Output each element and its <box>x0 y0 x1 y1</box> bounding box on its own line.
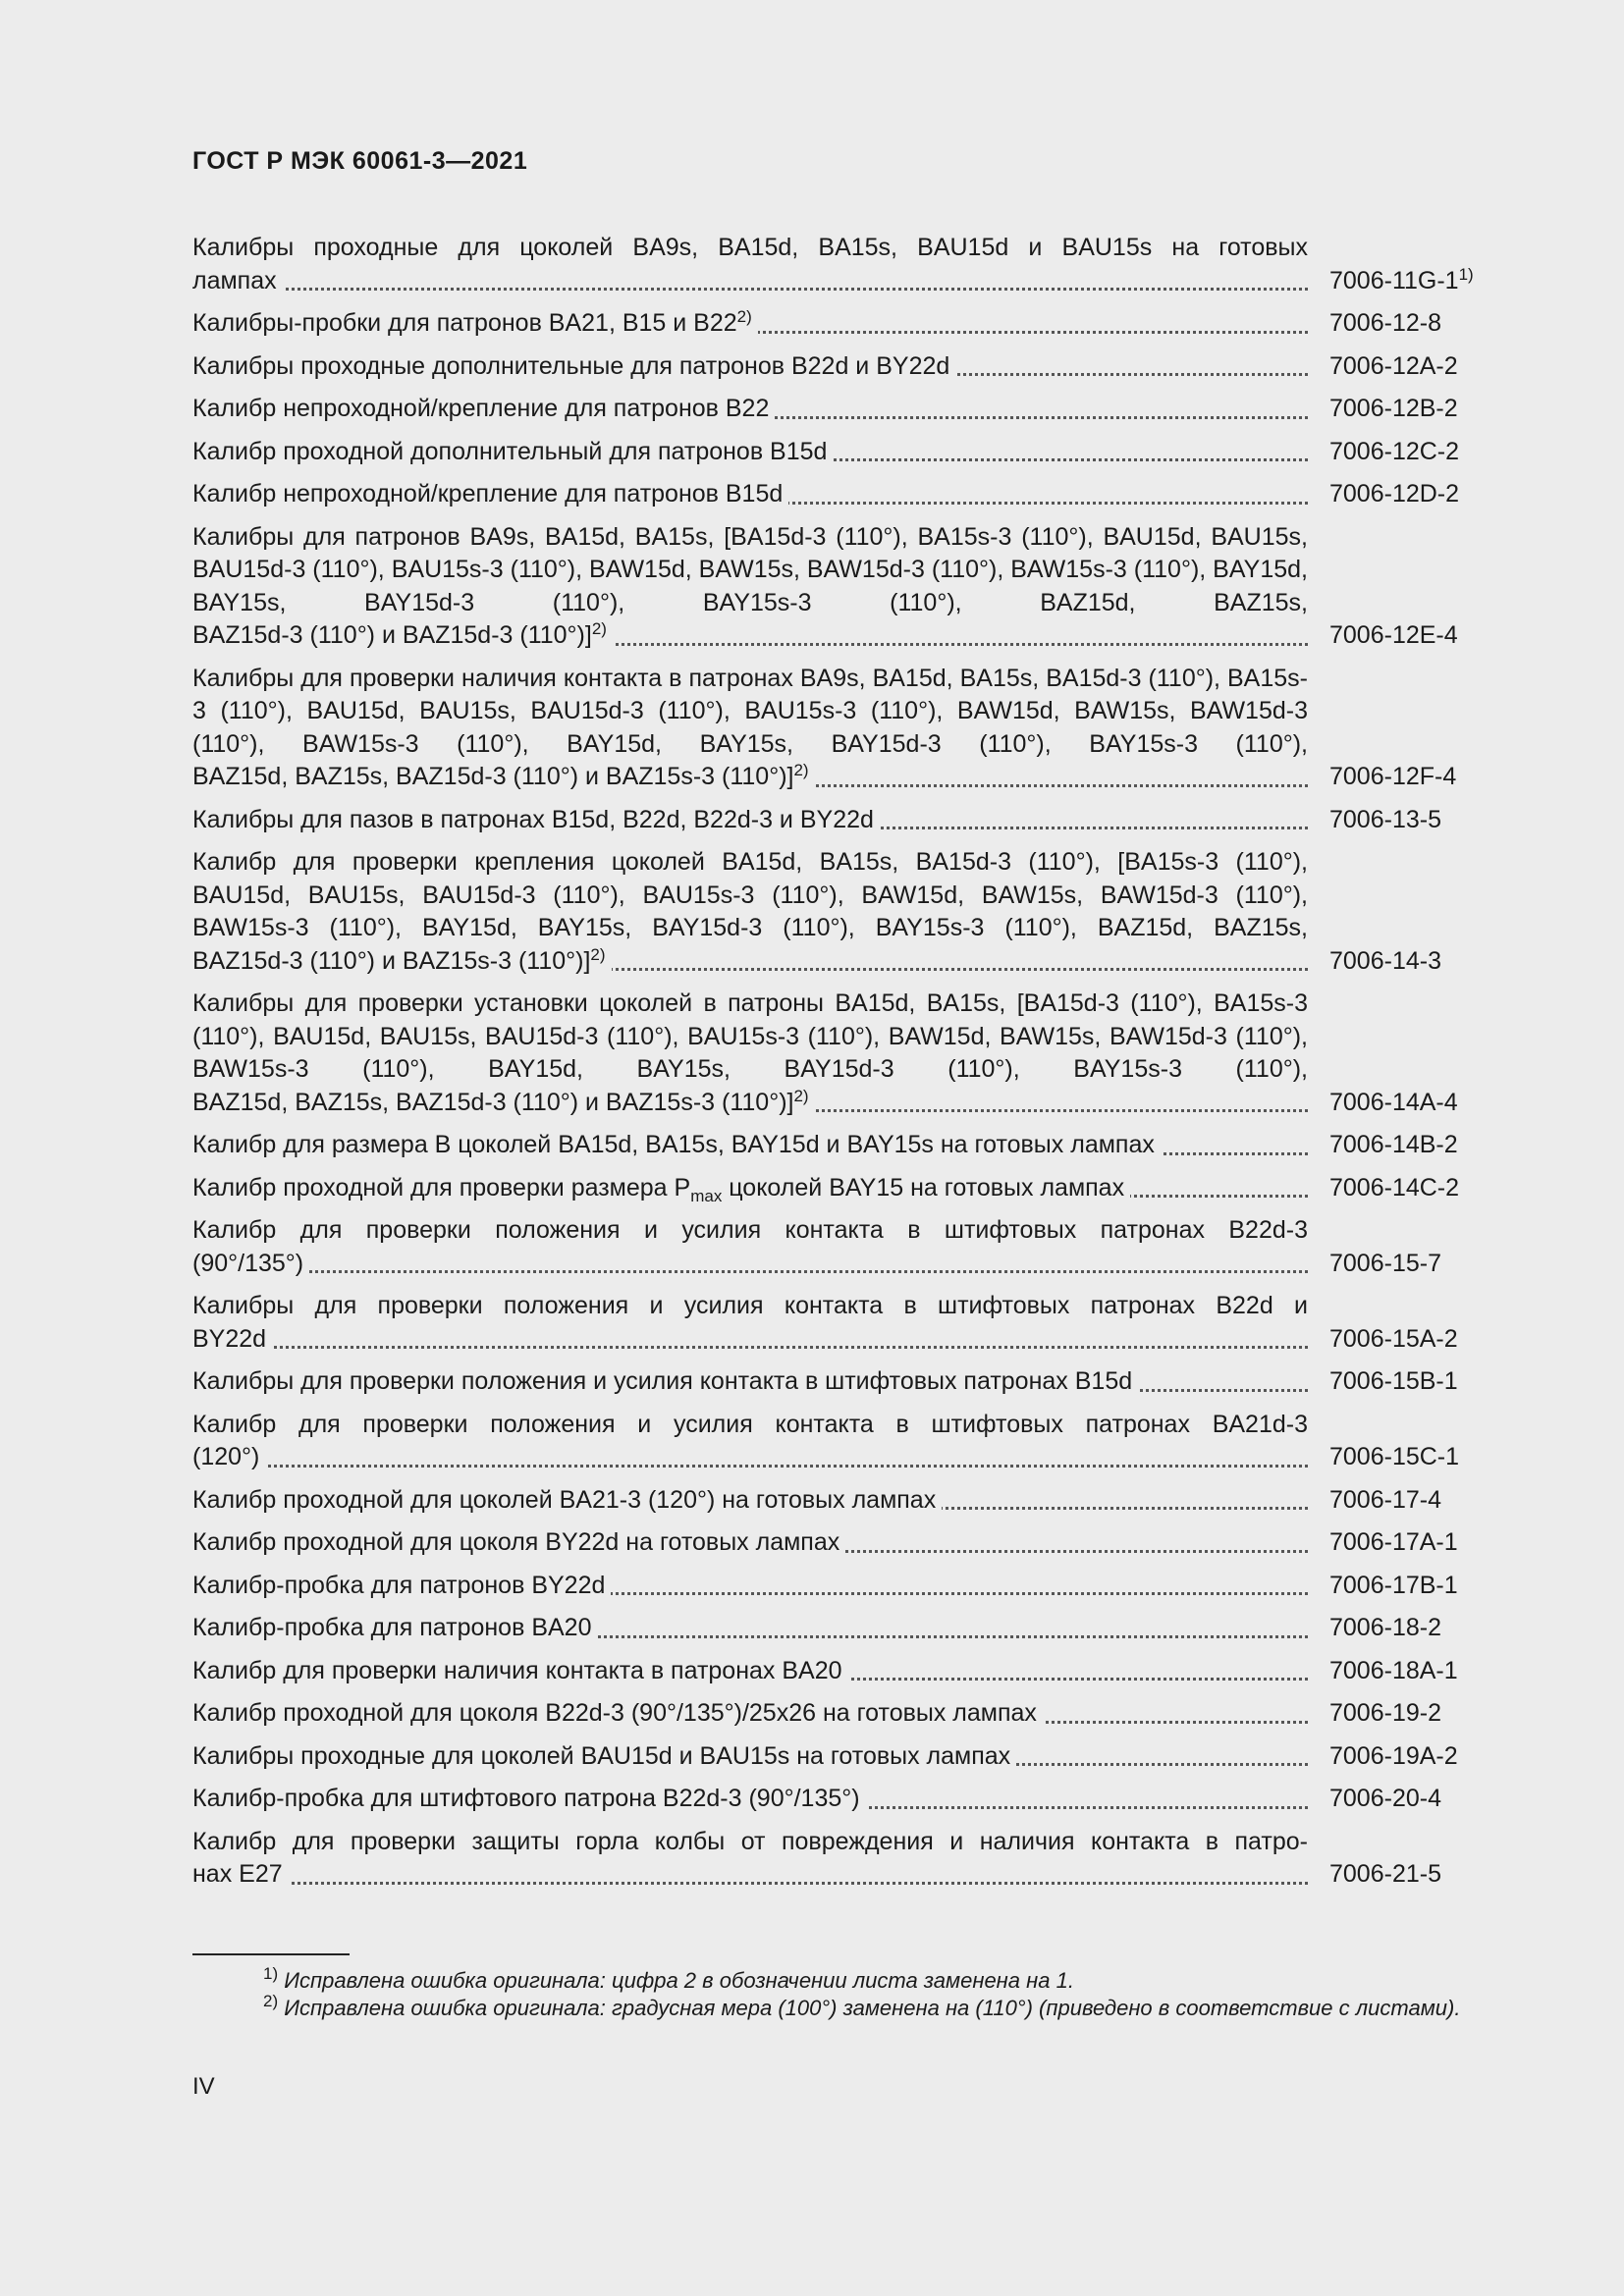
sheet-number-text: 7006-20-4 <box>1329 1785 1441 1812</box>
toc-entry-leader-line <box>192 1172 1308 1205</box>
toc-entry-title <box>192 1129 1308 1162</box>
toc-entry-text: Калибр-пробка для патронов BY22d <box>192 1571 606 1599</box>
toc-entry <box>192 1172 1508 1205</box>
dot-leader <box>192 1346 1308 1349</box>
toc-entry-text: BAZ15d, BAZ15s, BAZ15d-3 (110°) и BAZ15s-3 (110°)] <box>192 1088 794 1116</box>
sheet-number <box>1329 1365 1458 1399</box>
toc-entry-title <box>192 804 1308 837</box>
toc-entry-title <box>192 1172 1308 1205</box>
sheet-number <box>1329 1526 1458 1560</box>
toc-entry-title <box>192 1612 1308 1645</box>
toc-entry-lead-text: Калибры для проверки установки цоколей в патроны BA15d, BA15s, [BA15d-3 (110°), BA15s-3 (110°), BAU15d, BAU15s, BAU15d-3 (110°), BAU15s-3 (110°), BAW15d, BAW15s, BAW15d-3 (110°), BAW15s-3 (110°), BAY15d, BAY15s, BAY15d-3 (110°), BAY15s-3 (110°), <box>192 989 1308 1083</box>
sheet-number <box>1329 265 1474 298</box>
sheet-number <box>1329 1172 1459 1205</box>
toc-entry-title <box>192 1409 1308 1474</box>
toc-entry-leader-line <box>192 307 1308 341</box>
sheet-number-text: 7006-14-3 <box>1329 946 1441 975</box>
footnote-mark: 1) <box>263 1964 279 1983</box>
sheet-number-text: 7006-17-4 <box>1329 1485 1441 1514</box>
toc-entry-title <box>192 988 1308 1119</box>
footnote-mark: 1) <box>1458 264 1474 284</box>
toc-entry <box>192 1214 1508 1280</box>
toc-entry-text: Калибр непроходной/крепление для патронов B22 <box>192 395 770 422</box>
toc-entry-lead-text: Калибры для патронов BA9s, BA15d, BA15s, [BA15d-3 (110°), BA15s-3 (110°), BAU15d, BAU15s, BAU15d-3 (110°), BAU15s-3 (110°), BAW15d, BAW15s, BAW15d-3 (110°), BAW15s-3 (110°), BAY15d, BAY15s, BAY15d-3 (110°), BAY15s-3 (110°), BAZ15d, BAZ15s, <box>192 522 1308 616</box>
toc-entry <box>192 1484 1508 1518</box>
toc-entry-title <box>192 1697 1308 1731</box>
toc-entry-last-line <box>192 1173 1130 1204</box>
toc-entry-leader-line <box>192 1655 1308 1688</box>
toc-entry-leader-line <box>192 1365 1308 1399</box>
toc-entry <box>192 307 1508 341</box>
toc-entry <box>192 1365 1508 1399</box>
sheet-number <box>1329 619 1458 653</box>
toc-entry-title <box>192 350 1308 384</box>
toc-entry-leader-line <box>192 478 1308 511</box>
toc-entry-text: Калибр-пробка для штифтового патрона B22d-3 (90°/135°) <box>192 1785 860 1812</box>
dot-leader <box>192 1270 1308 1273</box>
toc-entry-text: (90°/135°) <box>192 1249 304 1277</box>
sheet-number-text: 7006-12C-2 <box>1329 437 1460 465</box>
sheet-number-text: 7006-12B-2 <box>1329 395 1458 422</box>
sheet-number <box>1329 478 1459 511</box>
toc-entry-leader-line <box>192 1858 1308 1892</box>
toc-entry-leader-line <box>192 1441 1308 1474</box>
sheet-number-text: 7006-12F-4 <box>1329 763 1457 790</box>
toc-entry <box>192 1740 1508 1774</box>
toc-entry <box>192 1570 1508 1603</box>
toc-entry <box>192 988 1508 1119</box>
toc-entry-title <box>192 663 1308 794</box>
toc-entry-leader-line <box>192 1087 1308 1120</box>
toc-entry-leader-line <box>192 1129 1308 1162</box>
sheet-number-text: 7006-15C-1 <box>1329 1443 1460 1470</box>
dot-leader <box>192 1465 1308 1468</box>
toc-entry-text: Калибры для проверки положения и усилия контакта в штифтовых патронах B15d <box>192 1367 1133 1395</box>
footnote-mark: 2) <box>590 944 606 964</box>
toc-entry-text: Калибр-пробка для патронов BA20 <box>192 1614 592 1641</box>
toc-entry <box>192 1655 1508 1688</box>
sheet-number <box>1329 1612 1441 1645</box>
sheet-number-text: 7006-15A-2 <box>1329 1324 1458 1353</box>
toc-entry-last-line <box>192 763 815 790</box>
toc-entry-last-line <box>192 1325 272 1353</box>
toc-entry-lead-text: Калибр для проверки крепления цоколей BA15d, BA15s, BA15d-3 (110°), [BA15s-3 (110°), BAU15d, BAU15s, BAU15d-3 (110°), BAU15s-3 (110°), BAW15d, BAW15s, BAW15d-3 (110°), BAW15s-3 (110°), BAY15d, BAY15s, BAY15d-3 (110°), BAY15s-3 (110°), BAZ15d, BAZ15s, <box>192 848 1308 941</box>
toc-entry-title <box>192 232 1308 297</box>
toc-entry-text: нах E27 <box>192 1860 283 1888</box>
footnote <box>192 1992 1513 2022</box>
toc-entry-text: Калибр проходной для цоколя B22d-3 (90°/135°)/25x26 на готовых лампах <box>192 1699 1037 1727</box>
toc-entry-last-line <box>192 1443 265 1470</box>
toc-entry <box>192 846 1508 978</box>
toc-entry-text: Калибры проходные дополнительные для патронов B22d и BY22d <box>192 351 950 380</box>
toc-entry-title <box>192 307 1308 341</box>
sheet-number <box>1329 350 1458 384</box>
toc-entry-last-line <box>192 1131 1161 1158</box>
sheet-number-text: 7006-17B-1 <box>1329 1571 1458 1599</box>
sheet-number-text: 7006-15B-1 <box>1329 1367 1458 1395</box>
footnote-text: Исправлена ошибка оригинала: градусная мера (100°) заменена на (110°) (приведено в соответствие с листами). <box>284 1996 1461 2020</box>
toc-entry-title <box>192 1570 1308 1603</box>
toc-entry-last-line <box>192 1486 942 1514</box>
toc-entry-title <box>192 1484 1308 1518</box>
toc-entry-text: Калибры-пробки для патронов BA21, B15 и B22 <box>192 309 737 337</box>
toc-entry-leader-line <box>192 350 1308 384</box>
sheet-number-text: 7006-18A-1 <box>1329 1656 1458 1684</box>
toc-entry-leader-line <box>192 436 1308 469</box>
toc-entry-lead-text: Калибры для проверки положения и усилия контакта в штифтовых патронах B22d и <box>192 1292 1308 1319</box>
toc-entry-text: лампах <box>192 266 277 294</box>
toc-entry-title <box>192 1783 1308 1816</box>
dot-leader <box>192 288 1308 291</box>
toc-entry <box>192 521 1508 653</box>
sheet-number-text: 7006-12D-2 <box>1329 480 1460 507</box>
dot-leader <box>192 1882 1308 1885</box>
toc-entry <box>192 1826 1508 1892</box>
footnote-separator <box>192 1953 350 1955</box>
toc-entry-text: BAZ15d-3 (110°) и BAZ15s-3 (110°)] <box>192 946 591 975</box>
toc-entry-last-line <box>192 1250 309 1277</box>
sheet-number <box>1329 761 1456 794</box>
toc-entry-last-line <box>192 1657 848 1684</box>
toc-entry-text: Калибры для пазов в патронах B15d, B22d, B22d-3 и BY22d <box>192 805 874 833</box>
toc-entry-text: Калибр проходной для проверки размера P <box>192 1173 691 1201</box>
sheet-number <box>1329 1248 1441 1281</box>
toc-entry-last-line <box>192 480 788 507</box>
footnote-text: Исправлена ошибка оригинала: цифра 2 в обозначении листа заменена на 1. <box>284 1968 1074 1993</box>
toc-entry-leader-line <box>192 1697 1308 1731</box>
toc-entry <box>192 1697 1508 1731</box>
toc-entry <box>192 1409 1508 1474</box>
toc-entry-text: (120°) <box>192 1443 260 1470</box>
toc-entry-title <box>192 846 1308 978</box>
sheet-number <box>1329 1783 1441 1816</box>
sheet-number <box>1329 1697 1441 1731</box>
toc-entry-title <box>192 1290 1308 1356</box>
sheet-number-text: 7006-17A-1 <box>1329 1528 1458 1556</box>
toc-entry-text: BAZ15d, BAZ15s, BAZ15d-3 (110°) и BAZ15s-3 (110°)] <box>192 763 794 790</box>
footnote-mark: 2) <box>736 307 752 326</box>
toc-entry-last-line <box>192 267 283 294</box>
sheet-number-text: 7006-14C-2 <box>1329 1173 1460 1201</box>
sheet-number-text: 7006-12-8 <box>1329 309 1441 337</box>
sheet-number <box>1329 1655 1458 1688</box>
toc-entry-leader-line <box>192 1248 1308 1281</box>
toc-entry-leader-line <box>192 1484 1308 1518</box>
toc-entry-lead-text: Калибр для проверки положения и усилия контакта в штифтовых патронах BA21d-3 <box>192 1410 1308 1438</box>
toc-entry-last-line <box>192 1785 866 1812</box>
sheet-number <box>1329 804 1441 837</box>
toc-entry-last-line <box>192 395 775 422</box>
toc-entry-text: Калибр для проверки наличия контакта в патронах BA20 <box>192 1656 842 1684</box>
toc-entry-last-line <box>192 352 955 380</box>
toc-entry-leader-line <box>192 1323 1308 1357</box>
sheet-number-text: 7006-18-2 <box>1329 1614 1441 1641</box>
toc-entry <box>192 478 1508 511</box>
toc-entry-text: Калибр для размера B цоколей BA15d, BA15s, BAY15d и BAY15s на готовых лампах <box>192 1131 1155 1158</box>
toc-entry <box>192 1129 1508 1162</box>
toc-entry-title <box>192 1526 1308 1560</box>
toc-entry-title <box>192 436 1308 469</box>
toc-entry <box>192 436 1508 469</box>
sheet-number <box>1329 1484 1441 1518</box>
sheet-number <box>1329 945 1441 979</box>
toc-entry-last-line <box>192 1086 815 1116</box>
sheet-number <box>1329 1858 1441 1892</box>
toc-entry-leader-line <box>192 1570 1308 1603</box>
toc-entry-last-line <box>192 438 833 465</box>
toc-entry <box>192 1783 1508 1816</box>
toc-entry-lead-text: Калибры проходные для цоколей BA9s, BA15d, BA15s, BAU15d и BAU15s на готовых <box>192 234 1308 261</box>
toc-entry-title <box>192 521 1308 653</box>
footnote-mark: 2) <box>793 761 809 779</box>
sheet-number-text: 7006-19-2 <box>1329 1699 1441 1727</box>
sheet-number-text: 7006-21-5 <box>1329 1860 1441 1888</box>
toc-entry-last-line <box>192 309 758 337</box>
table-of-contents <box>192 232 1508 1901</box>
toc-entry-leader-line <box>192 393 1308 426</box>
toc-entry-text: Калибр проходной для цоколя BY22d на готовых лампах <box>192 1528 840 1556</box>
sheet-number <box>1329 1129 1458 1162</box>
toc-entry-lead-text: Калибры для проверки наличия контакта в патронах BA9s, BA15d, BA15s, BA15d-3 (110°), BA15s-3 (110°), BAU15d, BAU15s, BAU15d-3 (110°), BAU15s-3 (110°), BAW15d, BAW15s, BAW15d-3 (110°), BAW15s-3 (110°), BAY15d, BAY15s, BAY15d-3 (110°), BAY15s-3 (110°), <box>192 664 1308 758</box>
sheet-number-text: 7006-14B-2 <box>1329 1131 1458 1158</box>
sheet-number-text: 7006-11G-1 <box>1329 266 1459 294</box>
toc-entry-text: Калибр непроходной/крепление для патронов B15d <box>192 480 784 507</box>
sheet-number-text: 7006-15-7 <box>1329 1249 1441 1277</box>
subscript: max <box>690 1186 723 1204</box>
toc-entry-text: BAZ15d-3 (110°) и BAZ15d-3 (110°)] <box>192 621 592 649</box>
sheet-number <box>1329 436 1459 469</box>
toc-entry-last-line <box>192 1699 1043 1727</box>
toc-entry-title <box>192 1214 1308 1280</box>
toc-entry-last-line <box>192 806 880 833</box>
toc-entry-title <box>192 1365 1308 1399</box>
footnote-mark: 2) <box>793 1086 809 1105</box>
toc-entry <box>192 1612 1508 1645</box>
toc-entry-title <box>192 1740 1308 1774</box>
footnote-mark: 2) <box>591 619 607 638</box>
toc-entry-text: Калибры проходные для цоколей BAU15d и BAU15s на готовых лампах <box>192 1741 1011 1770</box>
footnote-mark: 2) <box>263 1992 279 2010</box>
toc-entry-last-line <box>192 1367 1138 1395</box>
toc-entry <box>192 1290 1508 1356</box>
toc-entry-last-line <box>192 1860 289 1888</box>
toc-entry-leader-line <box>192 1612 1308 1645</box>
footnote <box>192 1964 1513 1995</box>
toc-entry <box>192 232 1508 297</box>
toc-entry-text: Калибр проходной для цоколей BA21-3 (120°) на готовых лампах <box>192 1485 937 1514</box>
sheet-number-text: 7006-12E-4 <box>1329 621 1458 649</box>
toc-entry-leader-line <box>192 265 1308 298</box>
toc-entry-leader-line <box>192 804 1308 837</box>
toc-entry-title <box>192 478 1308 511</box>
standard-designation: ГОСТ Р МЭК 60061-3—2021 <box>192 147 528 175</box>
toc-entry-leader-line <box>192 619 1308 653</box>
sheet-number <box>1329 393 1458 426</box>
toc-entry <box>192 804 1508 837</box>
sheet-number-text: 7006-19A-2 <box>1329 1741 1458 1770</box>
toc-entry-text: Калибр проходной дополнительный для патронов B15d <box>192 437 828 465</box>
sheet-number-text: 7006-14A-4 <box>1329 1088 1458 1116</box>
sheet-number-text: 7006-13-5 <box>1329 805 1441 833</box>
sheet-number <box>1329 1570 1458 1603</box>
toc-entry-lead-text: Калибр для проверки защиты горла колбы от повреждения и наличия контакта в патро- <box>192 1827 1308 1855</box>
sheet-number <box>1329 1087 1458 1120</box>
toc-entry-leader-line <box>192 1783 1308 1816</box>
toc-entry-leader-line <box>192 761 1308 794</box>
toc-entry-last-line <box>192 1528 845 1556</box>
sheet-number <box>1329 1441 1459 1474</box>
toc-entry-last-line <box>192 1572 611 1599</box>
toc-entry-lead-text: Калибр для проверки положения и усилия контакта в штифтовых патронах B22d-3 <box>192 1216 1308 1244</box>
toc-entry <box>192 350 1508 384</box>
toc-entry-title <box>192 393 1308 426</box>
toc-entry-text: BY22d <box>192 1324 267 1353</box>
toc-entry-title <box>192 1826 1308 1892</box>
toc-entry-leader-line <box>192 945 1308 979</box>
toc-entry-last-line <box>192 1614 597 1641</box>
toc-entry-leader-line <box>192 1526 1308 1560</box>
page-number: IV <box>192 2073 215 2100</box>
toc-entry <box>192 663 1508 794</box>
toc-entry-leader-line <box>192 1740 1308 1774</box>
sheet-number <box>1329 1323 1458 1357</box>
toc-entry-title <box>192 1655 1308 1688</box>
sheet-number <box>1329 1740 1458 1774</box>
footnotes <box>192 1964 1513 2022</box>
toc-entry-last-line <box>192 1742 1016 1770</box>
toc-entry-last-line <box>192 621 613 649</box>
toc-entry-last-line <box>192 944 612 975</box>
sheet-number <box>1329 307 1441 341</box>
toc-entry-text: цоколей BAY15 на готовых лампах <box>722 1173 1125 1201</box>
toc-entry <box>192 393 1508 426</box>
toc-entry <box>192 1526 1508 1560</box>
sheet-number-text: 7006-12A-2 <box>1329 351 1458 380</box>
